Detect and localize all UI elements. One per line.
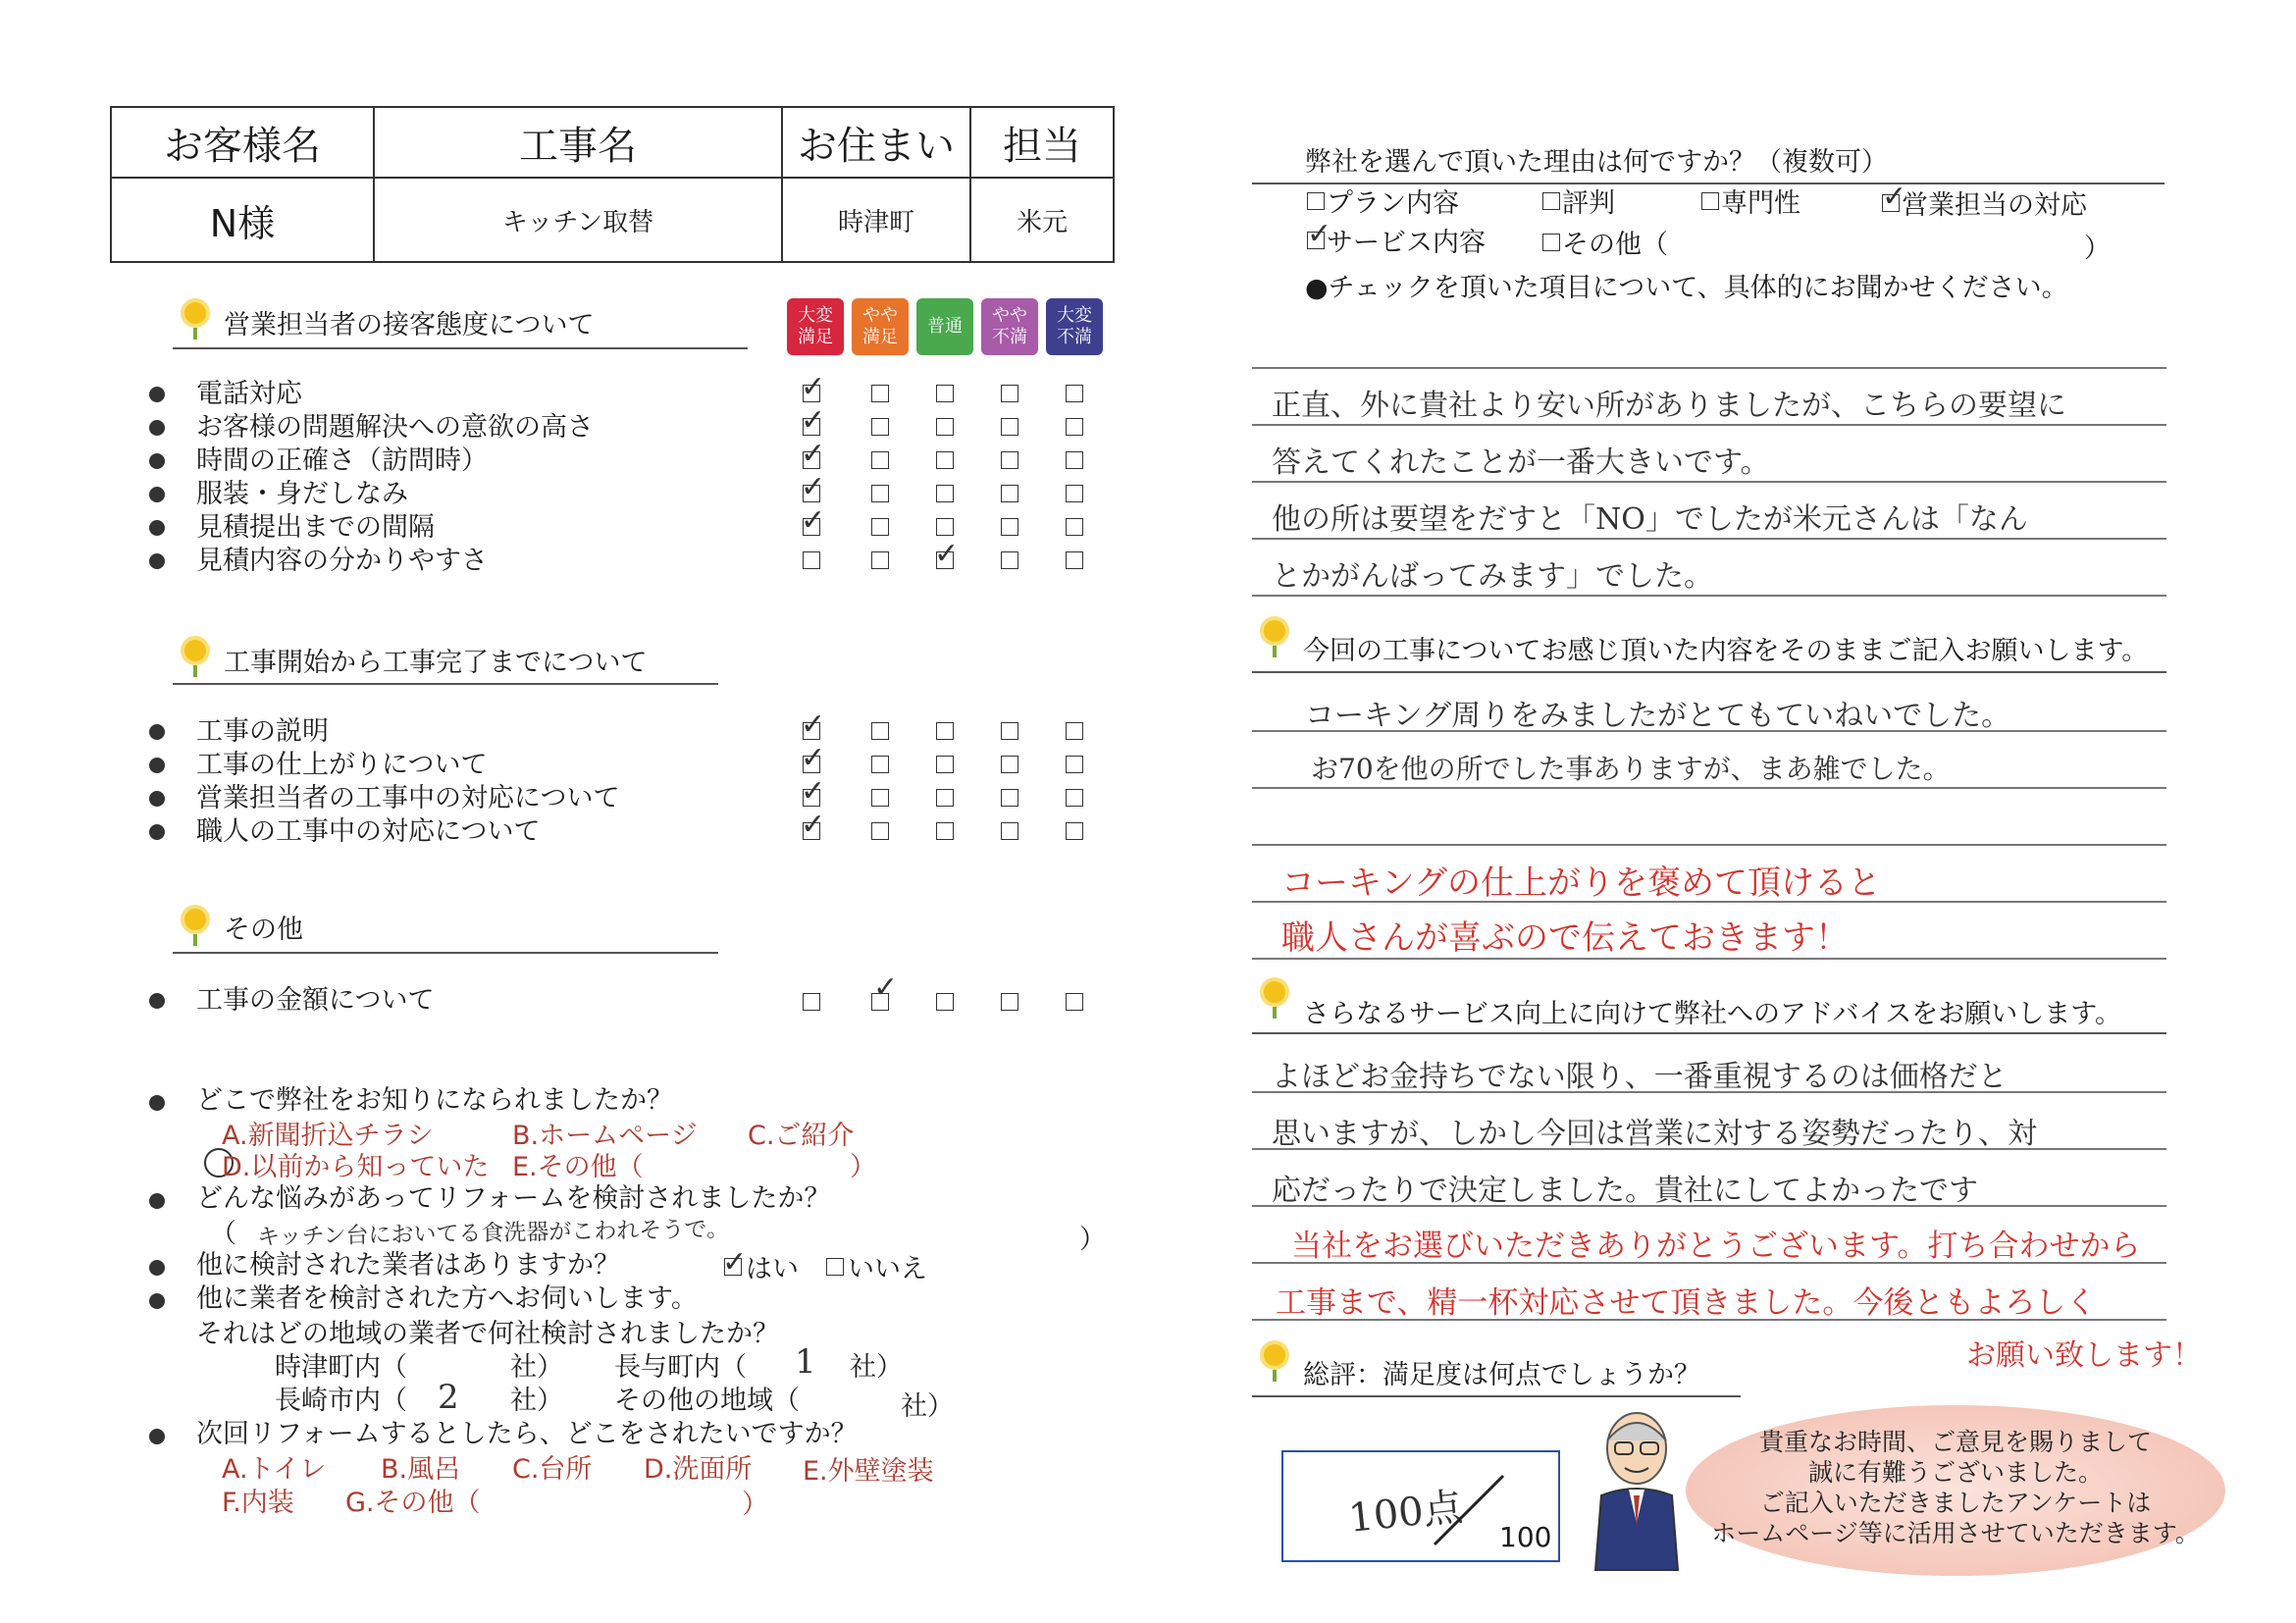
vendor-yes-label: はい [746,1254,799,1284]
reason-detail-prompt: ●チェックを頂いた項目について、具体的にお聞かせください。 [1305,273,2068,303]
rating-very-satisfied-badge: 大変 満足 [787,298,844,355]
q-worry-open: （ [210,1219,236,1249]
rating-neutral-badge: 普通 [916,298,973,355]
region-nagayo-unit: 社） [850,1352,903,1383]
section1-item-3-rating-3-checkbox[interactable] [936,451,954,469]
section1-title: 営業担当者の接客態度について [224,310,595,340]
flower-icon [1264,1344,1285,1366]
region-nagayo: 長与町内（ [614,1352,747,1383]
q-next-option-a: A.トイレ [222,1454,327,1485]
advice-reply-line-3: お願い致します！ [1966,1338,2202,1373]
residence-label: お住まい [798,123,955,169]
q-worry-close: ） [1079,1225,1106,1255]
bullet [149,724,165,740]
bullet [149,993,165,1009]
ruled-line [1252,538,2166,540]
section1-item-5-rating-2-checkbox[interactable] [871,518,889,536]
flower-stem [1273,646,1277,657]
check-mark-icon: ✓ [801,403,826,438]
q-region-sub: それはどの地域の業者で何社検討されましたか？ [196,1319,779,1349]
impression-reply-line-1: コーキングの仕上がりを褒めて頂けると [1281,864,1881,903]
section3-title: その他 [224,915,303,945]
reason-sales-label: 営業担当の対応 [1902,190,2087,221]
bullet [149,791,165,807]
section1-item-2: お客様の問題解決への意欲の高さ [196,412,594,443]
customer-value: N様 [209,201,276,245]
section3-item-1-rating-4-checkbox[interactable] [1001,993,1018,1011]
customer-info-table [110,106,1115,263]
project-label: 工事名 [519,123,637,169]
check-mark-icon: ✓ [801,437,826,471]
reason-answer-line-2: 答えてくれたことが一番大きいです。 [1272,445,1770,480]
section2-item-2-rating-2-checkbox[interactable] [871,756,889,773]
section2-item-3: 営業担当者の工事中の対応について [196,783,620,813]
reason-plan-checkbox[interactable] [1307,192,1325,210]
reason-reputation-label: 評判 [1562,188,1615,219]
score-box [1281,1450,1560,1562]
bullet [149,758,165,773]
advice-answer-line-1: よほどお金持ちでない限り、一番重視するのは価格だと [1272,1060,2008,1094]
section1-item-3-rating-4-checkbox[interactable] [1001,451,1018,469]
region-nagasaki-value: 2 [438,1378,459,1417]
flower-stem [193,934,197,946]
score-value: 100点 [1346,1485,1465,1542]
region-nagasaki: 長崎市内（ [275,1386,407,1416]
section1-item-1-rating-2-checkbox[interactable] [871,385,889,402]
bullet [149,387,165,402]
check-mark-icon: ✓ [801,707,826,742]
section1-item-5-rating-5-checkbox[interactable] [1066,518,1083,536]
impression-answer-line-1: コーキング周りをみましたがとてもていねいでした。 [1305,699,2011,733]
check-mark-icon: ✓ [801,470,826,504]
q-next-option-e: E.外壁塗装 [803,1456,934,1487]
vendor-no-checkbox[interactable] [826,1258,844,1276]
flower-stem [1273,1007,1277,1019]
section3-item-1-rating-5-checkbox[interactable] [1066,993,1083,1011]
section1-rule [173,347,748,349]
section1-item-6-rating-5-checkbox[interactable] [1066,551,1083,569]
reason-answer-line-3: 他の所は要望をだすと「NO」でしたが米元さんは「なん [1272,502,2028,537]
section1-item-3-rating-5-checkbox[interactable] [1066,451,1083,469]
thanks-line-1: 貴重なお時間、ご意見を賜りまして [1758,1428,2152,1456]
section1-item-4-rating-5-checkbox[interactable] [1066,485,1083,502]
ruled-line [1252,367,2166,369]
section1-item-6-rating-2-checkbox[interactable] [871,551,889,569]
check-mark-icon: ✓ [801,370,826,404]
q-region-text: 他に業者を検討された方へお伺いします。 [196,1283,698,1314]
reason-reputation-checkbox[interactable] [1542,192,1560,210]
q-worry-answer: キッチン台においてる食洗器がこわれそうで。 [256,1216,730,1251]
section1-item-1-rating-5-checkbox[interactable] [1066,385,1083,402]
rating-very-dissatisfied-badge: 大変 不満 [1046,298,1103,355]
section2-item-2-rating-4-checkbox[interactable] [1001,756,1018,773]
q-where-option-b: B.ホームページ [512,1121,698,1151]
q-where-option-e-close: ） [850,1152,876,1182]
slash-divider [1431,1470,1509,1548]
section2-item-2: 工事の仕上がりについて [196,750,488,780]
flower-stem [1273,1370,1277,1382]
ruled-line [1252,595,2166,597]
section1-item-3: 時間の正確さ（訪問時） [196,445,488,476]
vendor-no-label: いいえ [848,1254,927,1284]
section2-item-3-rating-4-checkbox[interactable] [1001,789,1018,807]
q-next-option-d: D.洗面所 [644,1454,753,1485]
section1-item-1-rating-3-checkbox[interactable] [936,385,954,402]
check-mark-icon: ✓ [801,774,826,809]
bullet [149,520,165,536]
q-where-option-a: A.新聞折込チラシ [222,1121,434,1151]
section1-item-1-rating-4-checkbox[interactable] [1001,385,1018,402]
flower-icon [1264,981,1285,1003]
reason-expertise-label: 専門性 [1721,188,1800,219]
bullet [149,824,165,840]
overall-question: 総評：満足度は何点でしょうか？ [1303,1360,1700,1390]
thanks-line-2: 誠に有難うございました。 [1807,1458,2103,1487]
section1-item-2-rating-5-checkbox[interactable] [1066,418,1083,436]
region-nagayo-value: 1 [795,1342,816,1382]
flower-stem [193,328,197,340]
ruled-line [1252,424,2166,426]
project-value: キッチン取替 [501,207,654,237]
section1-item-6: 見積内容の分かりやすさ [196,546,488,576]
reason-plan-label: プラン内容 [1327,188,1459,219]
reason-answer-line-1: 正直、外に貴社より安い所がありましたが、こちらの要望に [1272,389,2066,423]
q-worry-text: どんな悩みがあってリフォームを検討されましたか？ [196,1183,831,1214]
rating-somewhat-dissatisfied-badge: やや 不満 [981,298,1038,355]
bullet [149,1429,165,1444]
section1-item-4-rating-4-checkbox[interactable] [1001,485,1018,502]
section1-item-1: 電話対応 [196,379,302,409]
advice-reply-line-2: 工事まで、精一杯対応させて頂きました。今後ともよろしく [1276,1285,2097,1321]
section2-item-1-rating-5-checkbox[interactable] [1066,722,1083,740]
reason-other-close: ） [2084,234,2111,264]
thanks-text [1686,1427,2225,1548]
staff-label: 担当 [1003,123,1081,169]
advice-answer-line-2: 思いますが、しかし今回は営業に対する姿勢だったり、対 [1272,1117,2037,1151]
flower-icon [184,909,206,930]
flower-icon [184,302,206,324]
bullet [149,1293,165,1309]
impression-reply-line-2: 職人さんが喜ぶので伝えておきます！ [1281,918,1849,958]
q-next-option-f: F.内装 [222,1488,294,1518]
impression-rule [1252,671,2166,673]
reason-expertise-checkbox[interactable] [1701,192,1719,210]
flower-stem [193,665,197,677]
section2-item-4-rating-2-checkbox[interactable] [871,822,889,840]
section2-item-3-rating-5-checkbox[interactable] [1066,789,1083,807]
bullet [149,453,165,469]
impression-question: 今回の工事についてお感じ頂いた内容をそのままご記入お願いします。 [1303,636,2149,666]
check-mark-icon: ✓ [873,970,899,1005]
section1-item-5: 見積提出までの間隔 [196,512,435,543]
thanks-line-4: ホームページ等に活用させていただきます。 [1711,1519,2200,1547]
section1-item-2-rating-2-checkbox[interactable] [871,418,889,436]
region-other: その他の地域（ [614,1386,800,1416]
section1-item-5-rating-4-checkbox[interactable] [1001,518,1018,536]
section3-item-1-rating-1-checkbox[interactable] [803,993,820,1011]
region-other-unit: 社） [901,1391,954,1422]
check-mark-icon: ✓ [801,503,826,538]
section1-item-3-rating-2-checkbox[interactable] [871,451,889,469]
reason-question: 弊社を選んで頂いた理由は何ですか？（複数可） [1305,147,1888,178]
reason-rule [1252,183,2165,184]
section2-rule [173,683,718,685]
bullet [149,1095,165,1111]
section2-item-1-rating-3-checkbox[interactable] [936,722,954,740]
section2-item-3-rating-3-checkbox[interactable] [936,789,954,807]
check-mark-icon: ✓ [1307,217,1332,251]
section2-item-1: 工事の説明 [196,716,329,747]
q-next-text: 次回リフォームするとしたら、どこをされたいですか？ [196,1419,858,1449]
section3-item-1: 工事の金額について [196,985,435,1016]
customer-label: お客様名 [164,123,321,169]
reason-answer-line-4: とかがんばってみます」でした。 [1272,559,1713,594]
section2-item-1-rating-2-checkbox[interactable] [871,722,889,740]
advice-reply-line-1: 当社をお選びいただきありがとうございます。打ち合わせから [1291,1229,2141,1264]
rating-somewhat-satisfied-badge: やや 満足 [852,298,909,355]
q-where-text: どこで弊社をお知りになられましたか？ [196,1085,673,1116]
section2-item-1-rating-4-checkbox[interactable] [1001,722,1018,740]
bullet [149,553,165,569]
section1-item-2-rating-4-checkbox[interactable] [1001,418,1018,436]
section2-item-2-rating-3-checkbox[interactable] [936,756,954,773]
advice-rule [1252,1032,2166,1034]
section2-item-4-rating-5-checkbox[interactable] [1066,822,1083,840]
region-tokitsu: 時津町内（ [275,1352,407,1383]
flower-icon [1264,620,1285,642]
check-mark-icon: ✓ [722,1245,748,1280]
region-tokitsu-unit: 社） [510,1352,563,1383]
section1-item-5-rating-3-checkbox[interactable] [936,518,954,536]
q-next-option-g: G.その他（ [345,1488,481,1518]
section1-item-2-rating-3-checkbox[interactable] [936,418,954,436]
section3-rule [173,952,718,954]
bullet [149,420,165,436]
ruled-line [1252,787,2166,789]
residence-value: 時津町 [837,207,914,237]
q-where-option-d: D.以前から知っていた [222,1152,490,1182]
section2-item-4-rating-3-checkbox[interactable] [936,822,954,840]
flower-icon [184,640,206,661]
q-next-option-g-close: ） [742,1490,768,1520]
q-where-option-c: C.ご紹介 [748,1121,855,1151]
ruled-line [1252,481,2166,483]
section2-item-3-rating-2-checkbox[interactable] [871,789,889,807]
section2-item-4: 職人の工事中の対応について [196,816,541,847]
check-mark-icon: ✓ [801,741,826,775]
section2-item-4-rating-4-checkbox[interactable] [1001,822,1018,840]
thanks-line-3: ご記入いただきましたアンケートは [1759,1489,2152,1517]
section2-title: 工事開始から工事完了までについて [224,648,648,678]
impression-answer-line-2: お70を他の所でした事ありますが、まあ雑でした。 [1311,753,1951,785]
staff-value: 米元 [1016,207,1068,237]
bullet [149,487,165,502]
region-nagasaki-unit: 社） [510,1386,563,1416]
advice-question: さらなるサービス向上に向けて弊社へのアドバイスをお願いします。 [1303,999,2122,1029]
section3-item-1-rating-3-checkbox[interactable] [936,993,954,1011]
reason-other-label: その他（ [1562,230,1668,260]
reason-other-checkbox[interactable] [1542,234,1560,251]
section1-item-4: 服装・身だしなみ [196,479,408,509]
advice-answer-line-3: 応だったりで決定しました。貴社にしてよかったです [1272,1174,1978,1208]
section2-item-2-rating-5-checkbox[interactable] [1066,756,1083,773]
q-where-option-e: E.その他（ [512,1152,644,1182]
overall-rule [1252,1395,1741,1397]
bullet [149,1193,165,1209]
section1-item-4-rating-2-checkbox[interactable] [871,485,889,502]
check-mark-icon: ✓ [801,808,826,842]
q-next-option-b: B.風呂 [381,1454,461,1485]
section1-item-6-rating-4-checkbox[interactable] [1001,551,1018,569]
check-mark-icon: ✓ [1882,180,1907,214]
section1-item-4-rating-3-checkbox[interactable] [936,485,954,502]
president-mascot-icon [1586,1405,1688,1572]
score-max: 100 [1499,1521,1552,1553]
q-next-option-c: C.台所 [512,1454,593,1485]
reason-service-label: サービス内容 [1327,228,1486,258]
section1-item-6-rating-1-checkbox[interactable] [803,551,820,569]
check-mark-icon: ✓ [934,537,960,571]
q-other-vendor-text: 他に検討された業者はありますか？ [196,1250,620,1281]
ruled-line [1252,844,2166,846]
bullet [149,1260,165,1276]
